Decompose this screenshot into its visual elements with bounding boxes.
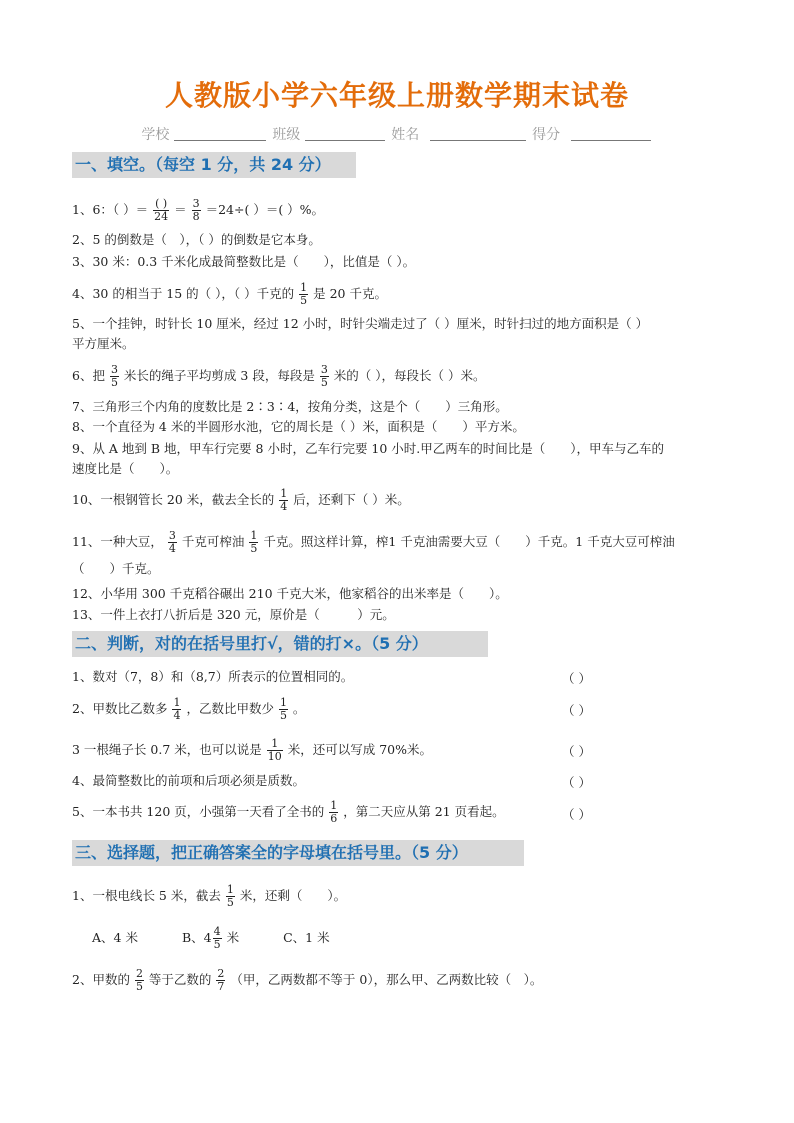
s1-question-5 xyxy=(72,314,732,354)
s2-q3-fraction: $\frac{1}{10}$ xyxy=(267,737,282,763)
s2-q2-answer-paren[interactable]: （ ） xyxy=(562,703,591,718)
s3-q1-options xyxy=(92,926,370,951)
s1-q11-line-1 xyxy=(72,530,732,555)
s2-question-4: 4、最简整数比的前项和后项必须是质数。 xyxy=(72,773,305,788)
s2-q2-text-a: 2、甲数比乙数多 xyxy=(72,701,168,716)
section-3-heading: 三、选择题，把正确答案全的字母填在括号里。（5 分） xyxy=(72,840,524,866)
s1-q6-text-b: 米长的绳子平均剪成 3 段，每段是 xyxy=(123,368,315,383)
s1-q11-text-c: 千克。照这样计算，榨1 千克油需要大豆（ ）千克。1 千克大豆可榨油 xyxy=(263,534,675,549)
s1-question-2: 2、5 的倒数是（ ），（ ）的倒数是它本身。 xyxy=(72,232,321,247)
s3-q1-fraction: $\frac{1}{5}$ xyxy=(226,883,234,909)
s3-q1-text-a: 1、一根电线长 5 米，截去 xyxy=(72,888,221,903)
s1-question-8: 8、一个直径为 4 米的半圆形水池，它的周长是（ ）米，面积是（ ）平方米。 xyxy=(72,419,525,434)
s1-q1-fraction-1: $\frac{( )}{24}$ xyxy=(154,197,169,223)
s1-q10-text-a: 10、一根钢管长 20 米，截去全长的 xyxy=(72,492,275,507)
s3-question-1 xyxy=(72,884,346,909)
s2-q5-text-a: 5、一本书共 120 页，小强第一天看了全书的 xyxy=(72,804,325,819)
s3-q2-text-c: （甲，乙两数都不等于 0），那么甲、乙两数比较（ ）。 xyxy=(230,972,543,987)
exam-title: 人教版小学六年级上册数学期末试卷 xyxy=(164,79,629,112)
s1-question-6 xyxy=(72,364,486,389)
s2-q5-fraction: $\frac{1}{6}$ xyxy=(330,799,338,825)
s1-q11-text-a: 11、一种大豆， xyxy=(72,534,163,549)
s1-question-7: 7、三角形三个内角的度数比是 2∶3∶4，按角分类，这是个（ ）三角形。 xyxy=(72,399,508,414)
s1-question-10 xyxy=(72,488,410,513)
s3-q1-option-b[interactable] xyxy=(182,926,239,951)
s1-question-11 xyxy=(72,530,732,579)
s1-q11-fraction-1: $\frac{3}{4}$ xyxy=(168,529,176,555)
s2-question-5 xyxy=(72,800,505,825)
s2-q3-text-b: 米，还可以写成 70%米。 xyxy=(287,742,432,757)
school-label: 学校 xyxy=(141,127,170,143)
s3-q2-fraction-1: $\frac{2}{5}$ xyxy=(135,967,143,993)
s1-q6-fraction-2: $\frac{3}{5}$ xyxy=(320,363,328,389)
s1-q10-text-b: 后，还剩下（ ）米。 xyxy=(293,492,410,507)
s1-q5-line-2: 平方厘米。 xyxy=(72,336,135,351)
s3-q1-option-c[interactable]: C、1 米 xyxy=(283,930,330,945)
s1-q11-line-2: （ ）千克。 xyxy=(72,561,160,576)
class-label: 班级 xyxy=(272,127,301,143)
s2-q3-text-a: 3 一根绳子长 0.7 米，也可以说是 xyxy=(72,742,262,757)
s1-q11-text-b: 千克可榨油 xyxy=(181,534,245,549)
school-blank[interactable] xyxy=(174,126,266,141)
name-label: 姓名 xyxy=(391,127,420,143)
s2-q2-fraction-2: $\frac{1}{5}$ xyxy=(279,696,287,722)
s3-q1-text-b: 米，还剩（ ）。 xyxy=(239,888,347,903)
s1-question-13: 13、一件上衣打八折后是 320 元，原价是（ ）元。 xyxy=(72,607,395,622)
s3-q2-fraction-2: $\frac{2}{7}$ xyxy=(217,967,225,993)
s1-q1-text-a: 1、6：（ ）＝ xyxy=(72,202,149,217)
s2-q2-text-c: 。 xyxy=(292,701,306,716)
s1-q6-fraction-1: $\frac{3}{5}$ xyxy=(110,363,118,389)
s2-question-1: 1、数对（7，8）和（8,7）所表示的位置相同的。 xyxy=(72,669,354,684)
s1-q4-text-b: 是 20 千克。 xyxy=(313,286,387,301)
s1-question-4 xyxy=(72,282,387,307)
s3-q2-text-b: 等于乙数的 xyxy=(148,972,212,987)
student-info-row xyxy=(0,124,794,144)
s1-question-12: 12、小华用 300 千克稻谷碾出 210 千克大米，他家稻谷的出米率是（ ）。 xyxy=(72,586,508,601)
score-blank[interactable] xyxy=(571,126,651,141)
s2-q2-fraction-1: $\frac{1}{4}$ xyxy=(173,696,181,722)
section-1-heading: 一、填空。（每空 1 分，共 24 分） xyxy=(72,152,356,178)
s1-q5-line-1: 5、一个挂钟，时针长 10 厘米，经过 12 小时，时针尖端走过了（ ）厘米，时针扫过的地方面积是（ ） xyxy=(72,316,649,331)
name-blank[interactable] xyxy=(430,126,526,141)
s2-q5-answer-paren[interactable]: （ ） xyxy=(562,807,591,822)
s1-question-9 xyxy=(72,439,732,479)
s1-q9-line-2: 速度比是（ ）。 xyxy=(72,461,179,476)
s2-q2-text-b: ，乙数比甲数少 xyxy=(186,701,274,716)
s1-question-1 xyxy=(72,198,324,223)
s2-q5-text-b: ，第二天应从第 21 页看起。 xyxy=(343,804,505,819)
s2-question-2 xyxy=(72,697,305,722)
s2-question-3 xyxy=(72,738,432,763)
section-2-heading: 二、判断，对的在括号里打√，错的打×。（5 分） xyxy=(72,631,488,657)
s3-q1-option-b-fraction: $\frac{4}{5}$ xyxy=(213,925,221,951)
class-blank[interactable] xyxy=(305,126,385,141)
s3-q1-option-b-whole: B、4 xyxy=(181,930,212,945)
s1-q9-line-1: 9、从 A 地到 B 地，甲车行完要 8 小时，乙车行完要 10 小时.甲乙两车的时间比是（ ），甲车与乙车的 xyxy=(72,441,665,456)
s1-q6-text-a: 6、把 xyxy=(72,368,105,383)
s1-q10-fraction: $\frac{1}{4}$ xyxy=(280,487,288,513)
s1-q1-fraction-2: $\frac{3}{8}$ xyxy=(192,197,200,223)
s3-question-2 xyxy=(72,968,542,993)
s1-q6-text-c: 米的（ ），每段长（ ）米。 xyxy=(333,368,486,383)
s3-q2-text-a: 2、甲数的 xyxy=(72,972,130,987)
s2-q4-answer-paren[interactable]: （ ） xyxy=(562,775,591,790)
s1-q4-text-a: 4、30 的相当于 15 的（ ），（ ）千克的 xyxy=(72,286,295,301)
s2-q1-answer-paren[interactable]: （ ） xyxy=(562,671,591,686)
s1-question-3: 3、30 米：0.3 千米化成最简整数比是（ ），比值是（ ）。 xyxy=(72,254,416,269)
s1-q11-fraction-2: $\frac{1}{5}$ xyxy=(250,529,258,555)
s3-q1-option-b-unit: 米 xyxy=(226,930,240,945)
s1-q1-text-b: ＝24÷( ）＝( ）%。 xyxy=(205,202,325,217)
s1-q1-equals: ＝ xyxy=(174,202,187,217)
score-label: 得分 xyxy=(532,127,561,143)
s1-q4-fraction: $\frac{1}{5}$ xyxy=(300,281,308,307)
s3-q1-option-a[interactable]: A、4 米 xyxy=(92,930,138,945)
s2-q3-answer-paren[interactable]: （ ） xyxy=(562,744,591,759)
